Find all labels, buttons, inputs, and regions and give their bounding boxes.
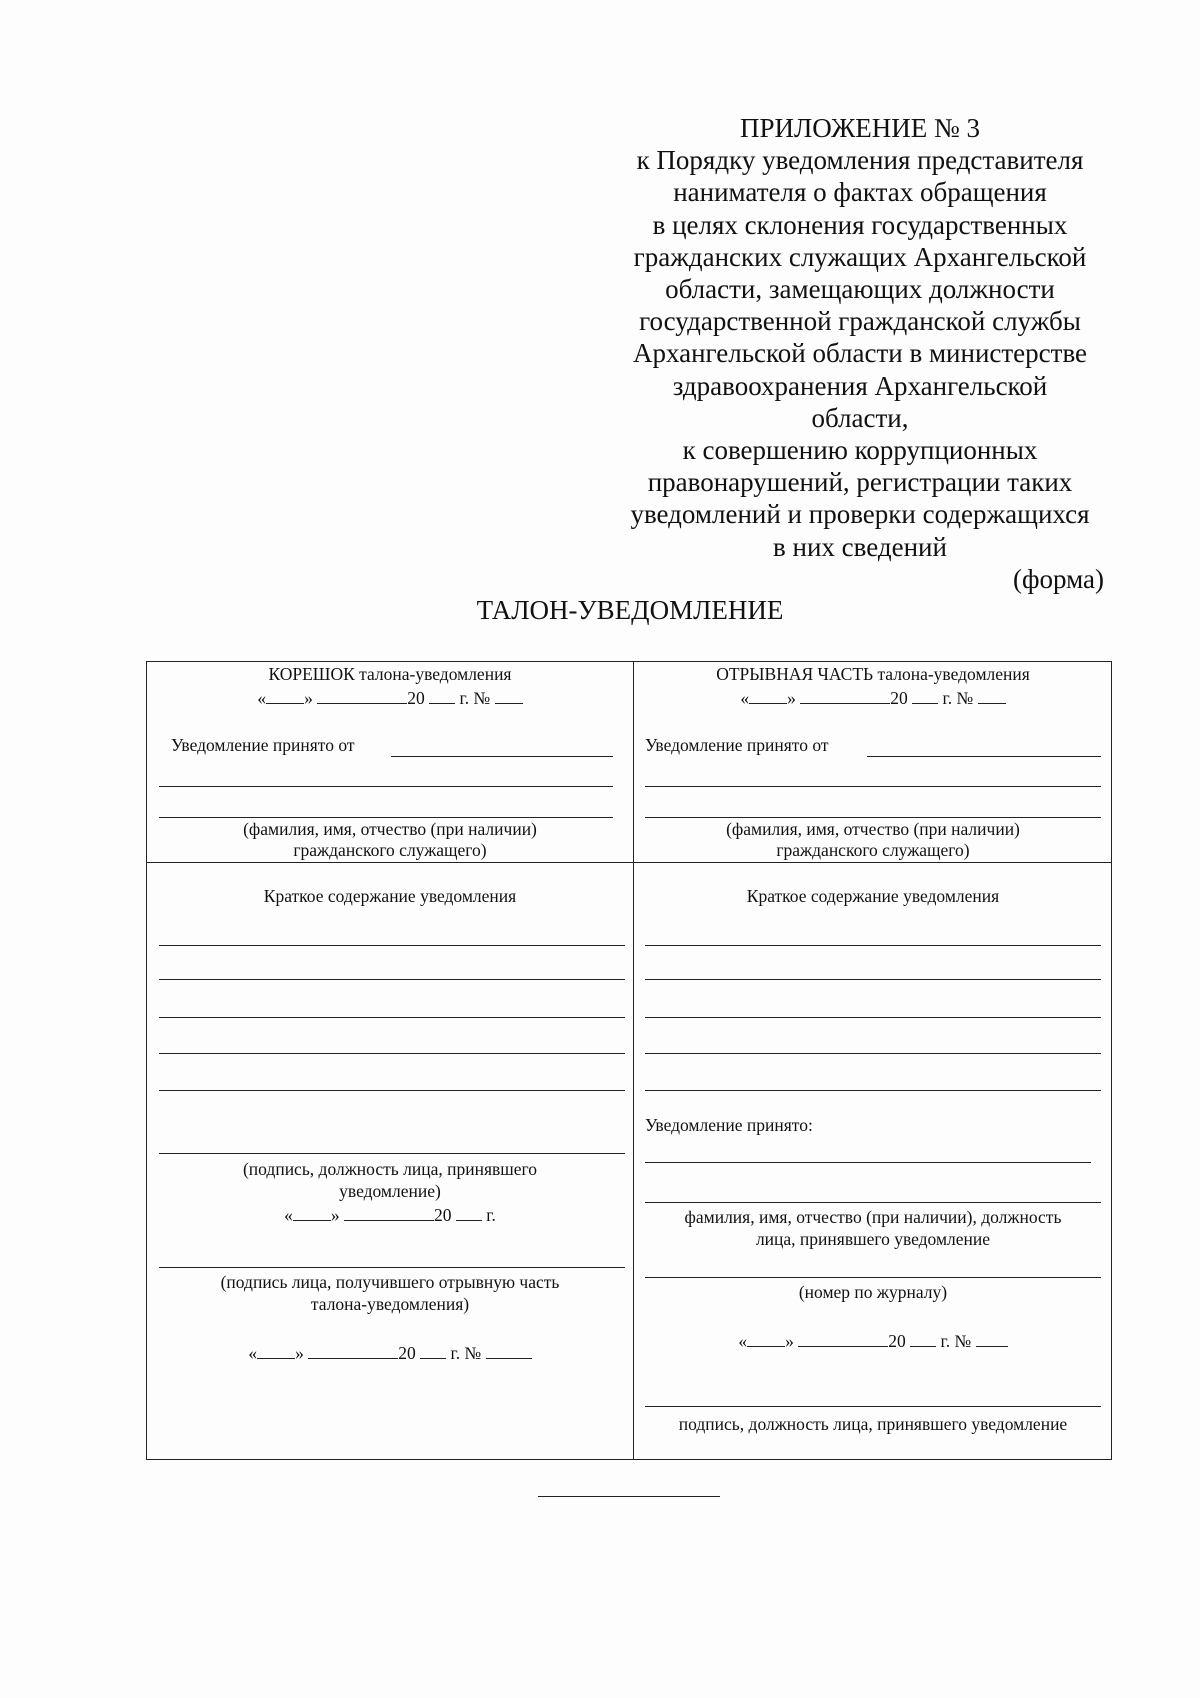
- appendix-line: здравоохранения Архангельской: [672, 370, 1048, 401]
- stub-sign-caption-1: (подпись, должность лица, принявшего: [242, 1159, 537, 1179]
- appendix-line: в целях склонения государственных: [652, 209, 1068, 240]
- document-title: ТАЛОН-УВЕДОМЛЕНИЕ: [476, 595, 784, 625]
- stub-receiver-date-number: « » 20 г. №: [147, 1342, 633, 1364]
- stub-fio-field-line-1[interactable]: [159, 786, 613, 787]
- tear-summary-line[interactable]: [645, 979, 1101, 980]
- stub-sign-date: « » 20 г.: [284, 1204, 496, 1225]
- tear-official-field-line-1[interactable]: [645, 1162, 1091, 1163]
- tear-summary-heading: Краткое содержание уведомления: [746, 886, 1000, 906]
- tear-received-from-field[interactable]: [867, 756, 1101, 757]
- appendix-line: к Порядку уведомления представителя: [636, 145, 1084, 176]
- stub-received-from-field[interactable]: [391, 756, 613, 757]
- stub-receiver-caption-1: (подпись лица, получившего отрывную часть: [220, 1272, 560, 1292]
- appendix-line: государственной гражданской службы: [639, 306, 1081, 337]
- tear-summary-line[interactable]: [645, 1017, 1101, 1018]
- appendix-line: в них сведений: [773, 531, 947, 562]
- tear-summary-line[interactable]: [645, 1053, 1101, 1054]
- tear-fio-field-line-1[interactable]: [645, 786, 1101, 787]
- stub-fio-caption-1: (фамилия, имя, отчество (при наличии): [243, 819, 537, 839]
- tear-official-caption-1: фамилия, имя, отчество (при наличии), должность: [684, 1207, 1062, 1227]
- tear-signature-field[interactable]: [645, 1406, 1101, 1407]
- stub-summary-line[interactable]: [159, 1090, 625, 1091]
- tear-sign-caption: подпись, должность лица, принявшего уведомление: [678, 1414, 1068, 1434]
- tear-official-caption-2: лица, принявшего уведомление: [755, 1229, 991, 1249]
- tear-official-field-line-2[interactable]: [645, 1202, 1101, 1203]
- appendix-line: ПРИЛОЖЕНИЕ № 3: [739, 113, 981, 143]
- stub-receiver-signature-field[interactable]: [159, 1267, 625, 1268]
- stub-summary-line[interactable]: [159, 979, 625, 980]
- appendix-line: области, замещающих должности: [665, 274, 1055, 305]
- stub-sign-caption-2: уведомление): [339, 1181, 441, 1201]
- appendix-header: [600, 112, 1120, 563]
- stub-receiver-caption-2: талона-уведомления): [310, 1294, 470, 1314]
- form-note: (форма): [1013, 564, 1104, 594]
- stub-summary-line[interactable]: [159, 945, 625, 946]
- tear-journal-caption: (номер по журналу): [798, 1282, 948, 1302]
- appendix-line: Архангельской области в министерстве: [632, 338, 1088, 369]
- tear-fio-caption-1: (фамилия, имя, отчество (при наличии): [726, 819, 1020, 839]
- appendix-line: гражданских служащих Архангельской: [633, 241, 1087, 272]
- tear-heading: ОТРЫВНАЯ ЧАСТЬ талона-уведомления: [716, 664, 1030, 684]
- stub-fio-caption-2: гражданского служащего): [293, 840, 487, 860]
- stub-summary-heading: Краткое содержание уведомления: [263, 886, 517, 906]
- stub-summary-line[interactable]: [159, 1017, 625, 1018]
- notification-form-table: [146, 661, 1112, 1460]
- appendix-line: к совершению коррупционных: [682, 435, 1038, 466]
- stub-signature-field[interactable]: [159, 1153, 625, 1154]
- tear-fio-caption-2: гражданского служащего): [776, 840, 970, 860]
- tear-received-from-label: Уведомление принято от: [645, 735, 829, 755]
- tear-date-number: « » 20 г. №: [633, 687, 1113, 709]
- stub-summary-line[interactable]: [159, 1053, 625, 1054]
- stub-date-number: « » 20 г. №: [147, 687, 633, 709]
- tear-summary-line[interactable]: [645, 1090, 1101, 1091]
- stub-received-from-label: Уведомление принято от: [171, 735, 355, 755]
- row-divider: [147, 862, 1111, 863]
- tear-received-label: Уведомление принято:: [645, 1115, 813, 1135]
- appendix-line: нанимателя о фактах обращения: [673, 177, 1047, 208]
- stub-heading: КОРЕШОК талона-уведомления: [268, 664, 512, 684]
- appendix-line: правонарушений, регистрации таких: [647, 467, 1073, 498]
- tear-summary-line[interactable]: [645, 945, 1101, 946]
- closing-rule: [538, 1496, 720, 1497]
- tear-journal-date-number: « » 20 г. №: [633, 1330, 1113, 1352]
- appendix-line: уведомлений и проверки содержащихся: [630, 499, 1090, 530]
- stub-fio-field-line-2[interactable]: [159, 817, 613, 818]
- tear-fio-field-line-2[interactable]: [645, 817, 1101, 818]
- tear-journal-number-field[interactable]: [645, 1277, 1101, 1278]
- appendix-line: области,: [811, 402, 909, 433]
